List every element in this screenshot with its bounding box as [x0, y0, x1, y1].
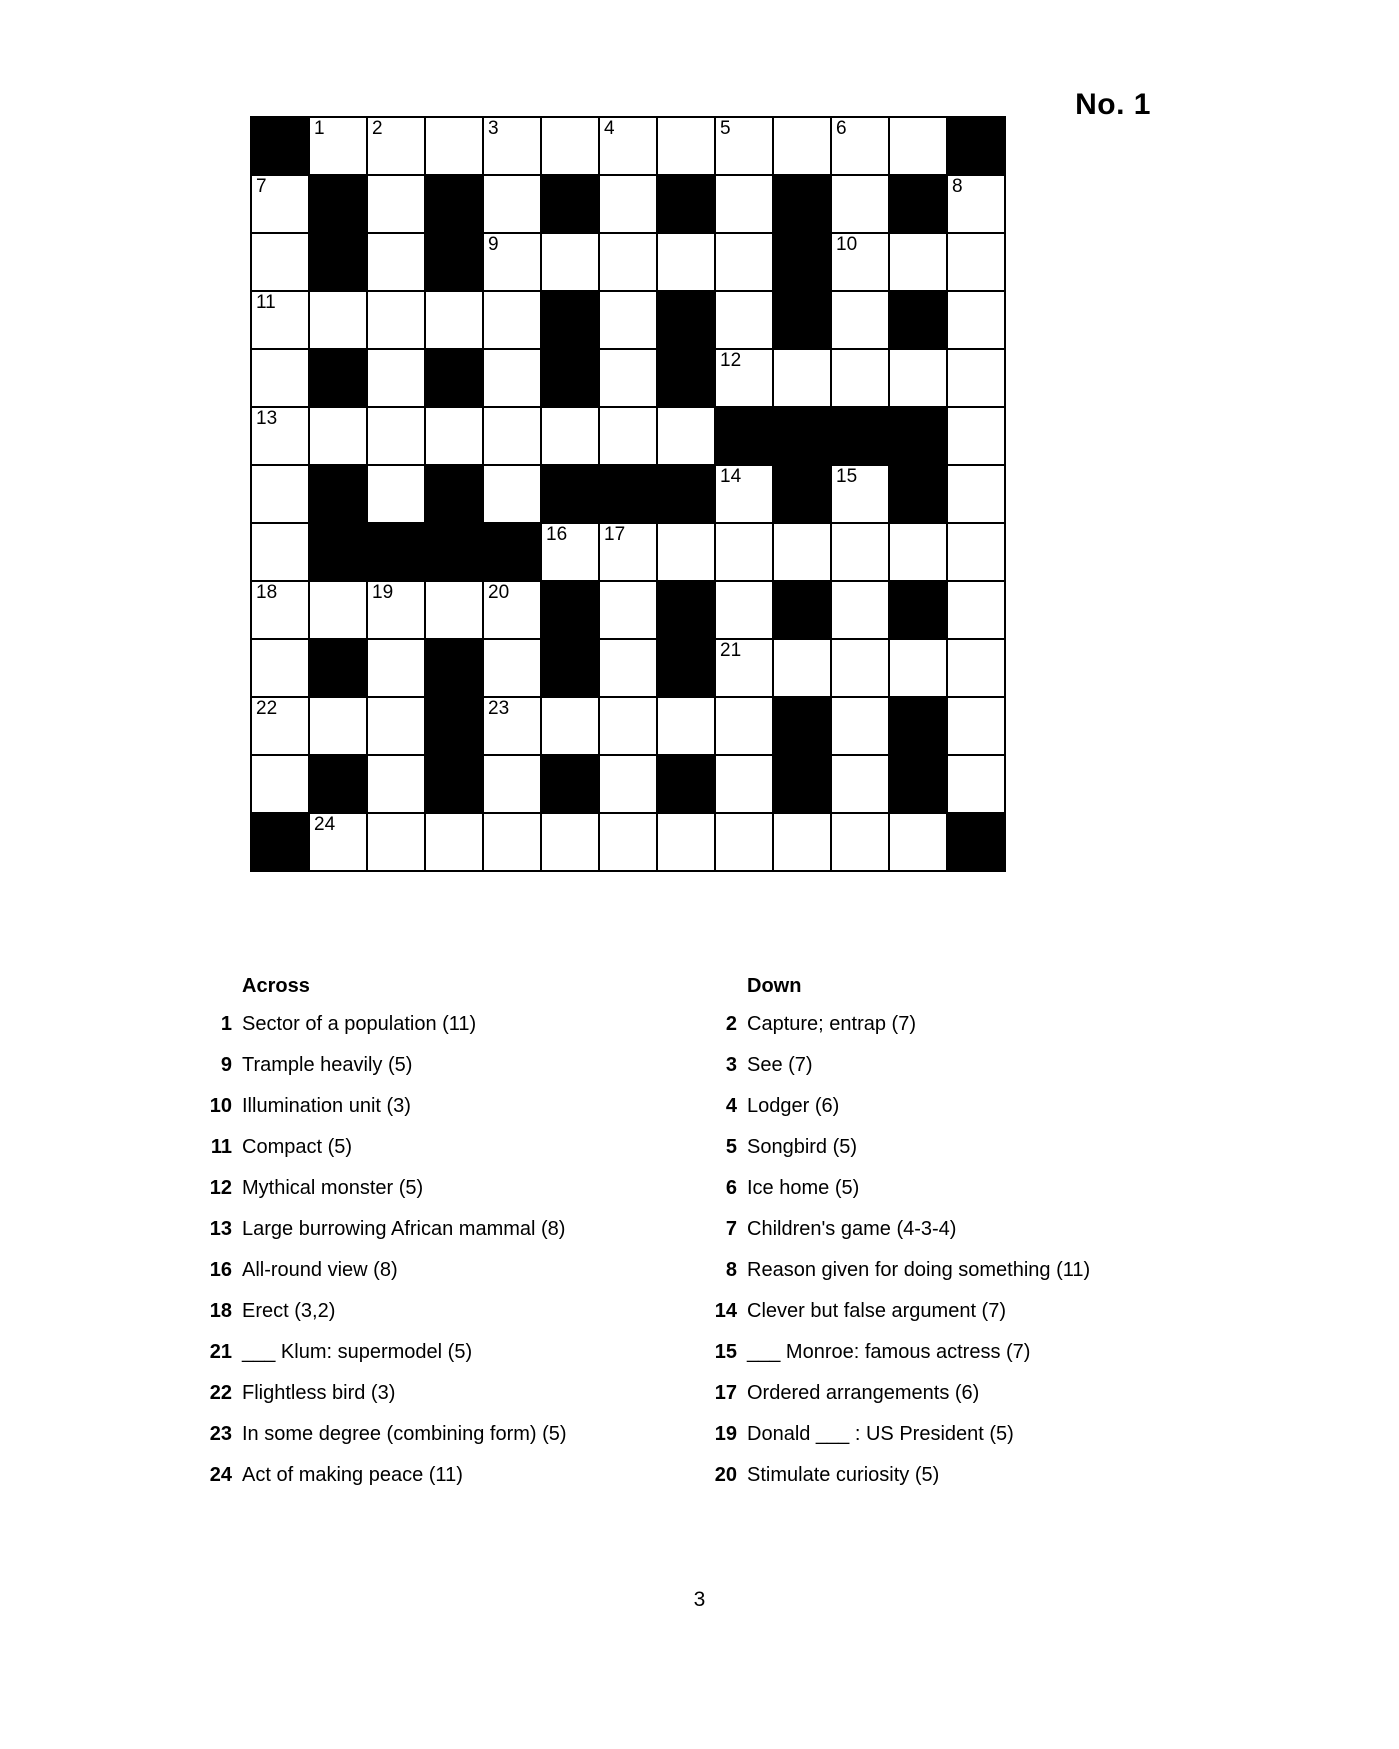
grid-cell[interactable] — [425, 407, 483, 465]
grid-row — [251, 175, 1005, 233]
grid-cell-block — [425, 349, 483, 407]
grid-cell[interactable] — [831, 523, 889, 581]
grid-cell-number: 20 — [488, 582, 510, 603]
grid-cell[interactable] — [715, 465, 773, 523]
grid-cell[interactable] — [425, 117, 483, 175]
grid-cell[interactable] — [599, 117, 657, 175]
grid-cell[interactable] — [831, 465, 889, 523]
clue-item — [196, 1135, 701, 1159]
grid-cell[interactable] — [947, 523, 1005, 581]
down-heading: Down — [747, 975, 802, 997]
grid-cell[interactable] — [599, 175, 657, 233]
grid-cell-number: 14 — [720, 466, 742, 487]
grid-cell-block — [773, 233, 831, 291]
grid-cell[interactable] — [947, 639, 1005, 697]
grid-cell[interactable] — [251, 233, 309, 291]
grid-cell-block — [773, 291, 831, 349]
grid-cell[interactable] — [715, 349, 773, 407]
grid-cell-block — [425, 233, 483, 291]
grid-cell-number: 5 — [720, 118, 731, 139]
grid-cell[interactable] — [889, 117, 947, 175]
grid-cell-number: 10 — [836, 234, 858, 255]
grid-cell-number: 21 — [720, 640, 742, 661]
clue-text: Children's game (4-3-4) — [747, 1218, 957, 1240]
grid-cell[interactable] — [541, 233, 599, 291]
clue-number: 22 — [209, 1382, 232, 1404]
grid-cell[interactable] — [599, 697, 657, 755]
grid-cell-block — [425, 175, 483, 233]
grid-cell[interactable] — [599, 407, 657, 465]
clue-item — [701, 1299, 1206, 1323]
clue-text: Clever but false argument (7) — [747, 1300, 1007, 1322]
clue-text: Flightless bird (3) — [242, 1382, 396, 1404]
clue-item — [701, 1135, 1206, 1159]
grid-cell-block — [425, 755, 483, 813]
grid-cell[interactable] — [773, 523, 831, 581]
page-number: 3 — [693, 1588, 706, 1611]
grid-cell-number: 22 — [256, 698, 278, 719]
grid-cell[interactable] — [657, 813, 715, 871]
grid-row — [251, 407, 1005, 465]
clue-item — [701, 1053, 1206, 1077]
clue-item — [196, 1299, 701, 1323]
clue-text: Capture; entrap (7) — [747, 1013, 916, 1035]
grid-cell[interactable] — [367, 349, 425, 407]
grid-cell-block — [657, 755, 715, 813]
clue-number: 2 — [725, 1013, 737, 1035]
grid-cell[interactable] — [831, 813, 889, 871]
grid-cell[interactable] — [251, 697, 309, 755]
clue-text: ___ Klum: supermodel (5) — [242, 1341, 473, 1363]
down-clues-column — [701, 975, 1206, 1504]
grid-cell-block — [889, 697, 947, 755]
clue-number: 7 — [725, 1218, 737, 1240]
grid-cell-number: 16 — [546, 524, 568, 545]
grid-cell[interactable] — [831, 349, 889, 407]
grid-cell[interactable] — [947, 291, 1005, 349]
grid-cell[interactable] — [309, 117, 367, 175]
grid-cell-block — [773, 175, 831, 233]
grid-cell[interactable] — [715, 233, 773, 291]
grid-row — [251, 233, 1005, 291]
grid-cell[interactable] — [367, 813, 425, 871]
grid-cell-number: 24 — [314, 814, 336, 835]
grid-cell[interactable] — [367, 233, 425, 291]
grid-row — [251, 697, 1005, 755]
grid-cell[interactable] — [947, 407, 1005, 465]
grid-cell[interactable] — [831, 581, 889, 639]
clue-item — [196, 1176, 701, 1200]
puzzle-number: No. 1 — [1075, 88, 1151, 121]
grid-cell-number: 7 — [256, 176, 267, 197]
clue-text: Illumination unit (3) — [242, 1095, 411, 1117]
clue-item — [196, 1422, 701, 1446]
grid-cell-block — [251, 813, 309, 871]
grid-cell-block — [831, 407, 889, 465]
clue-text: In some degree (combining form) (5) — [242, 1423, 567, 1445]
grid-cell[interactable] — [831, 117, 889, 175]
grid-cell[interactable] — [483, 697, 541, 755]
grid-cell[interactable] — [599, 581, 657, 639]
clues-section — [196, 975, 1206, 1504]
grid-cell-block — [541, 291, 599, 349]
grid-cell-number: 11 — [256, 292, 276, 313]
clue-number: 24 — [209, 1464, 232, 1486]
grid-cell-block — [773, 581, 831, 639]
clue-number: 10 — [209, 1095, 232, 1117]
across-heading: Across — [242, 975, 310, 997]
grid-cell-number: 13 — [256, 408, 278, 429]
clue-number: 8 — [725, 1259, 737, 1281]
grid-cell-block — [425, 523, 483, 581]
grid-cell[interactable] — [831, 697, 889, 755]
grid-cell-block — [309, 175, 367, 233]
clue-text: Trample heavily (5) — [242, 1054, 413, 1076]
clue-text: Ice home (5) — [747, 1177, 860, 1199]
grid-cell[interactable] — [657, 697, 715, 755]
clue-text: Act of making peace (11) — [242, 1464, 463, 1486]
grid-cell-number: 9 — [488, 234, 499, 255]
clue-text: Songbird (5) — [747, 1136, 858, 1158]
grid-cell[interactable] — [483, 175, 541, 233]
clue-item — [196, 1381, 701, 1405]
clue-text: ___ Monroe: famous actress (7) — [747, 1341, 1031, 1363]
clue-item — [196, 1217, 701, 1241]
grid-cell[interactable] — [715, 639, 773, 697]
grid-cell-block — [541, 465, 599, 523]
grid-cell[interactable] — [657, 523, 715, 581]
clue-item — [701, 1422, 1206, 1446]
grid-cell-block — [599, 465, 657, 523]
grid-cell-block — [541, 581, 599, 639]
grid-cell[interactable] — [251, 523, 309, 581]
grid-cell[interactable] — [541, 523, 599, 581]
clue-item — [701, 1176, 1206, 1200]
grid-cell-number: 6 — [836, 118, 847, 139]
grid-row — [251, 523, 1005, 581]
crossword-grid-table — [250, 116, 1006, 872]
grid-cell[interactable] — [947, 465, 1005, 523]
clue-number: 21 — [209, 1341, 232, 1363]
clue-number: 20 — [714, 1464, 737, 1486]
grid-cell-block — [251, 117, 309, 175]
grid-cell[interactable] — [309, 407, 367, 465]
clue-number: 11 — [210, 1136, 232, 1158]
grid-cell[interactable] — [947, 697, 1005, 755]
grid-cell[interactable] — [425, 581, 483, 639]
grid-cell[interactable] — [715, 117, 773, 175]
grid-cell[interactable] — [251, 639, 309, 697]
grid-cell[interactable] — [889, 349, 947, 407]
grid-cell[interactable] — [889, 523, 947, 581]
grid-cell-block — [309, 349, 367, 407]
grid-cell[interactable] — [541, 813, 599, 871]
clue-number: 19 — [714, 1423, 737, 1445]
grid-cell[interactable] — [367, 291, 425, 349]
clue-item — [701, 1094, 1206, 1118]
clue-number: 12 — [209, 1177, 232, 1199]
grid-cell[interactable] — [367, 639, 425, 697]
grid-cell-number: 12 — [720, 350, 742, 371]
grid-cell-block — [715, 407, 773, 465]
grid-cell[interactable] — [773, 349, 831, 407]
grid-cell-block — [773, 697, 831, 755]
grid-cell[interactable] — [483, 407, 541, 465]
clue-item — [701, 1381, 1206, 1405]
clue-item — [701, 1217, 1206, 1241]
grid-row — [251, 813, 1005, 871]
grid-cell[interactable] — [947, 349, 1005, 407]
grid-cell[interactable] — [599, 523, 657, 581]
grid-cell[interactable] — [599, 233, 657, 291]
clue-text: Sector of a population (11) — [242, 1013, 477, 1035]
clue-item — [196, 1053, 701, 1077]
grid-cell[interactable] — [773, 813, 831, 871]
grid-cell[interactable] — [831, 755, 889, 813]
grid-row — [251, 291, 1005, 349]
clue-text: Large burrowing African mammal (8) — [242, 1218, 566, 1240]
clue-item — [196, 1340, 701, 1364]
clue-number: 4 — [725, 1095, 737, 1117]
clue-number: 18 — [209, 1300, 232, 1322]
grid-row — [251, 755, 1005, 813]
grid-cell[interactable] — [947, 233, 1005, 291]
grid-cell-block — [947, 813, 1005, 871]
grid-cell[interactable] — [831, 639, 889, 697]
grid-cell-block — [541, 639, 599, 697]
grid-cell[interactable] — [251, 291, 309, 349]
grid-row — [251, 639, 1005, 697]
clue-text: Donald ___ : US President (5) — [747, 1423, 1014, 1445]
grid-cell[interactable] — [309, 291, 367, 349]
grid-cell-number: 19 — [372, 582, 394, 603]
grid-cell-block — [889, 755, 947, 813]
grid-cell[interactable] — [599, 349, 657, 407]
grid-row — [251, 581, 1005, 639]
grid-cell[interactable] — [831, 233, 889, 291]
clue-item — [701, 1463, 1206, 1487]
clue-number: 23 — [209, 1423, 232, 1445]
clue-text: Erect (3,2) — [242, 1300, 336, 1322]
grid-cell[interactable] — [889, 639, 947, 697]
grid-cell[interactable] — [367, 407, 425, 465]
clue-number: 17 — [714, 1382, 737, 1404]
grid-cell[interactable] — [599, 639, 657, 697]
grid-cell[interactable] — [715, 755, 773, 813]
grid-cell-number: 2 — [372, 118, 383, 139]
grid-cell-number: 17 — [604, 524, 626, 545]
grid-cell[interactable] — [367, 175, 425, 233]
grid-cell-block — [541, 755, 599, 813]
grid-cell[interactable] — [251, 581, 309, 639]
grid-cell-block — [889, 581, 947, 639]
grid-cell[interactable] — [715, 291, 773, 349]
clue-number: 15 — [714, 1341, 737, 1363]
grid-cell[interactable] — [599, 813, 657, 871]
grid-row — [251, 349, 1005, 407]
grid-cell-block — [947, 117, 1005, 175]
clue-item — [701, 1340, 1206, 1364]
grid-cell[interactable] — [367, 117, 425, 175]
grid-cell[interactable] — [599, 755, 657, 813]
clue-number: 3 — [725, 1054, 737, 1076]
grid-cell-block — [309, 523, 367, 581]
grid-cell-block — [483, 523, 541, 581]
grid-cell[interactable] — [715, 581, 773, 639]
grid-cell[interactable] — [657, 233, 715, 291]
grid-cell[interactable] — [251, 465, 309, 523]
across-clues-column — [196, 975, 701, 1504]
grid-cell[interactable] — [773, 117, 831, 175]
grid-cell-block — [541, 175, 599, 233]
clue-number: 1 — [220, 1013, 232, 1035]
grid-cell[interactable] — [251, 349, 309, 407]
grid-cell[interactable] — [657, 407, 715, 465]
grid-cell-block — [425, 697, 483, 755]
grid-cell-block — [425, 465, 483, 523]
grid-cell-block — [309, 465, 367, 523]
grid-cell-block — [309, 639, 367, 697]
grid-cell[interactable] — [773, 639, 831, 697]
clue-item — [196, 1463, 701, 1487]
grid-cell-number: 15 — [836, 466, 858, 487]
grid-cell[interactable] — [483, 755, 541, 813]
grid-cell[interactable] — [425, 813, 483, 871]
grid-cell-block — [657, 175, 715, 233]
grid-cell-number: 4 — [604, 118, 615, 139]
grid-cell-block — [889, 291, 947, 349]
grid-cell-block — [657, 639, 715, 697]
grid-cell[interactable] — [251, 755, 309, 813]
grid-cell-number: 8 — [952, 176, 963, 197]
grid-row — [251, 465, 1005, 523]
grid-cell[interactable] — [309, 697, 367, 755]
clue-text: Mythical monster (5) — [242, 1177, 424, 1199]
clue-text: Lodger (6) — [747, 1095, 840, 1117]
clue-text: See (7) — [747, 1054, 813, 1076]
clue-item — [701, 1012, 1206, 1036]
grid-cell-block — [889, 407, 947, 465]
grid-cell-block — [657, 291, 715, 349]
grid-cell[interactable] — [367, 697, 425, 755]
clue-number: 5 — [725, 1136, 737, 1158]
grid-cell-number: 18 — [256, 582, 278, 603]
clue-number: 13 — [209, 1218, 232, 1240]
grid-cell[interactable] — [657, 117, 715, 175]
clue-number: 16 — [209, 1259, 232, 1281]
grid-cell-block — [889, 465, 947, 523]
grid-cell-block — [773, 407, 831, 465]
grid-cell-block — [541, 349, 599, 407]
grid-cell-number: 23 — [488, 698, 510, 719]
grid-cell-block — [657, 349, 715, 407]
grid-cell-number: 3 — [488, 118, 499, 139]
grid-cell-block — [309, 755, 367, 813]
grid-cell[interactable] — [483, 349, 541, 407]
clue-number: 14 — [714, 1300, 737, 1322]
grid-cell[interactable] — [947, 755, 1005, 813]
grid-cell[interactable] — [541, 407, 599, 465]
grid-cell-number: 1 — [314, 118, 325, 139]
grid-cell-block — [657, 581, 715, 639]
grid-cell[interactable] — [483, 291, 541, 349]
clue-text: Reason given for doing something (11) — [747, 1259, 1091, 1281]
clue-text: All-round view (8) — [242, 1259, 398, 1281]
grid-cell[interactable] — [715, 523, 773, 581]
grid-cell[interactable] — [599, 291, 657, 349]
grid-cell[interactable] — [889, 233, 947, 291]
grid-cell[interactable] — [309, 813, 367, 871]
grid-cell[interactable] — [541, 697, 599, 755]
clue-item — [196, 1012, 701, 1036]
grid-cell[interactable] — [425, 291, 483, 349]
grid-cell-block — [773, 465, 831, 523]
grid-cell-block — [309, 233, 367, 291]
clue-item — [196, 1258, 701, 1282]
grid-cell-block — [425, 639, 483, 697]
clue-number: 9 — [220, 1054, 232, 1076]
grid-cell[interactable] — [715, 813, 773, 871]
grid-cell[interactable] — [715, 697, 773, 755]
clue-text: Compact (5) — [242, 1136, 353, 1158]
grid-cell[interactable] — [483, 813, 541, 871]
clue-item — [196, 1094, 701, 1118]
grid-cell[interactable] — [483, 117, 541, 175]
grid-cell[interactable] — [483, 233, 541, 291]
clue-text: Ordered arrangements (6) — [747, 1382, 980, 1404]
grid-cell[interactable] — [367, 755, 425, 813]
grid-row — [251, 117, 1005, 175]
crossword-grid — [250, 116, 1006, 872]
grid-cell[interactable] — [715, 175, 773, 233]
grid-cell[interactable] — [483, 581, 541, 639]
grid-cell[interactable] — [367, 465, 425, 523]
clue-item — [701, 1258, 1206, 1282]
grid-cell[interactable] — [831, 175, 889, 233]
clue-number: 6 — [725, 1177, 737, 1199]
grid-cell[interactable] — [831, 291, 889, 349]
grid-cell-block — [889, 175, 947, 233]
grid-cell[interactable] — [947, 175, 1005, 233]
grid-cell[interactable] — [541, 117, 599, 175]
grid-cell[interactable] — [251, 407, 309, 465]
grid-cell[interactable] — [889, 813, 947, 871]
grid-cell-block — [367, 523, 425, 581]
grid-cell[interactable] — [947, 581, 1005, 639]
grid-cell[interactable] — [309, 581, 367, 639]
grid-cell[interactable] — [367, 581, 425, 639]
grid-cell[interactable] — [483, 639, 541, 697]
grid-cell-block — [773, 755, 831, 813]
grid-cell[interactable] — [251, 175, 309, 233]
clue-text: Stimulate curiosity (5) — [747, 1464, 940, 1486]
grid-cell-block — [657, 465, 715, 523]
grid-cell[interactable] — [483, 465, 541, 523]
